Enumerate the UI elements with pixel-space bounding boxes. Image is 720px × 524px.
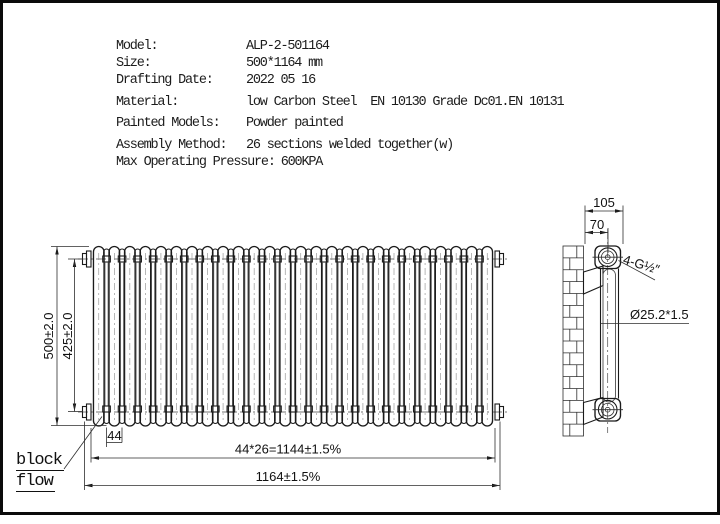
spec-value: low Carbon Steel EN 10130 Grade Dc01.EN 10131 [246, 95, 564, 110]
spec-label: Material: [116, 95, 179, 110]
label-tube-size [601, 307, 690, 324]
spec-value: 26 sections welded together(w) [246, 138, 454, 153]
label-thread-connections [619, 252, 662, 280]
spec-label: Drafting Date: [116, 73, 213, 88]
thread-label: 4-G½″ [621, 251, 662, 277]
spec-label: Assembly Method: [116, 138, 227, 153]
tube-label: Ø25.2*1.5 [630, 307, 689, 322]
spec-label: Size: [116, 56, 151, 71]
block-flow-leader-line [64, 417, 102, 470]
spec-value: ALP-2-501164 [246, 39, 329, 54]
dim-label-1144: 44*26=1144±1.5% [234, 441, 342, 457]
spec-value: Powder painted [246, 116, 343, 131]
side-view [563, 229, 623, 436]
spec-value: 600KPA [280, 155, 323, 170]
dimension-1144 [91, 428, 495, 463]
spec-label: Painted Models: [116, 116, 220, 131]
dimension-height-425 [60, 259, 83, 412]
spec-label: Model: [116, 39, 158, 54]
radiator-sections [93, 247, 492, 427]
spec-value: 500*1164 mm [246, 56, 322, 71]
dim-label-44: 44 [107, 428, 122, 443]
dim-label-105: 105 [593, 195, 615, 210]
technical-drawing [3, 3, 720, 524]
dim-label-425: 425±2.0 [60, 312, 75, 360]
note-word-block: block [16, 451, 63, 470]
dim-label-70: 70 [589, 217, 605, 232]
section-column-profile [601, 269, 619, 403]
dimension-pitch-44 [107, 428, 123, 448]
dim-label-500: 500±2.0 [41, 312, 56, 360]
mounting-wall [563, 246, 584, 436]
dim-label-1164: 1164±1.5% [255, 469, 321, 484]
spec-label: Max Operating Pressure: [116, 155, 275, 170]
spec-value: 2022 05 16 [246, 73, 316, 88]
front-view [78, 247, 507, 427]
note-word-flow: flow [16, 472, 53, 491]
